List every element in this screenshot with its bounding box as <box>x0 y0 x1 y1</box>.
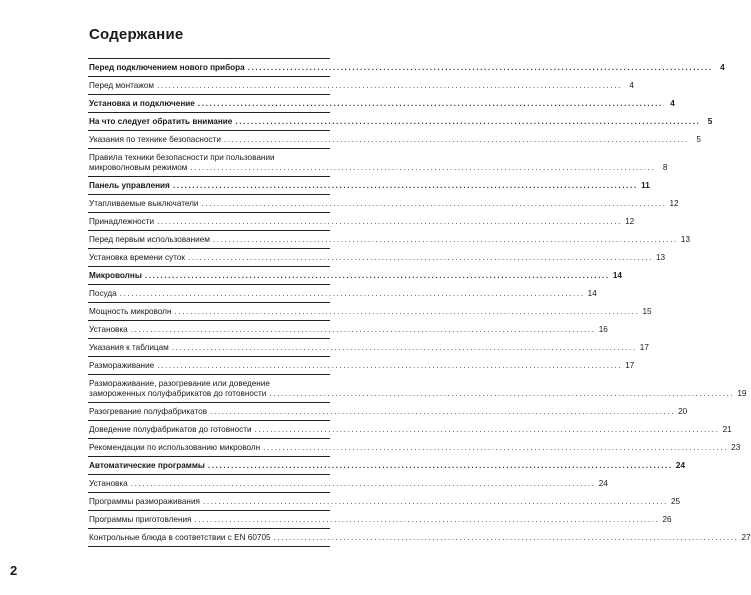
toc-entry-title: Принадлежности <box>89 217 155 226</box>
toc-entry-page: 12 <box>625 217 635 226</box>
toc-leader-dots: ........................................................................................................................ <box>157 81 622 90</box>
toc-entry-page: 24 <box>598 479 608 488</box>
toc-entry[interactable] <box>88 59 725 77</box>
toc-entry-title: замороженных полуфабрикатов до готовности <box>89 389 267 398</box>
toc-leader-dots: ........................................................................................................................ <box>144 271 610 280</box>
toc-entry-title: микроволновым режимом <box>89 163 188 172</box>
toc-leader-dots: ........................................................................................................................ <box>119 289 585 298</box>
toc-entry[interactable] <box>88 113 713 131</box>
toc-entry-page: 20 <box>678 407 688 416</box>
toc-leader-dots: ........................................................................................................................ <box>187 253 653 262</box>
toc-entry-page: 15 <box>642 307 652 316</box>
toc-entry-page: 16 <box>598 325 608 334</box>
toc-entry-page: 5 <box>707 117 713 126</box>
page-title: Содержание <box>89 26 184 43</box>
toc-entry[interactable] <box>88 231 691 249</box>
toc-leader-dots: ........................................................................................................................ <box>235 117 701 126</box>
toc-entry[interactable] <box>88 213 635 231</box>
toc-leader-dots: ........................................................................................................................ <box>172 181 638 190</box>
toc-leader-dots: ........................................................................................................................ <box>201 199 667 208</box>
toc-entry-title: Утапливаемые выключатели <box>89 199 199 208</box>
toc-entry[interactable] <box>88 267 622 285</box>
toc-leader-dots: ........................................................................................................................ <box>197 99 663 108</box>
toc-entry-title: Перед подключением нового прибора <box>89 63 245 72</box>
toc-entry-page: 4 <box>720 63 725 72</box>
toc-leader-dots: ........................................................................................................................ <box>223 135 689 144</box>
toc-entry[interactable] <box>88 375 747 403</box>
toc-leader-dots: ........................................................................................................................ <box>171 343 637 352</box>
toc-leader-dots: ........................................................................................................................ <box>174 307 640 316</box>
toc-entry[interactable] <box>88 303 652 321</box>
toc-entry-page: 26 <box>662 515 672 524</box>
toc-entry[interactable] <box>88 149 668 177</box>
toc-entry[interactable] <box>88 249 666 267</box>
toc-entry[interactable] <box>88 77 634 95</box>
toc-entry-page: 14 <box>587 289 597 298</box>
toc-entry-title: Установка и подключение <box>89 99 195 108</box>
toc-entry-page: 21 <box>722 425 732 434</box>
toc-leader-dots: ........................................................................................................................ <box>157 217 623 226</box>
toc-entry[interactable] <box>88 403 688 421</box>
toc-entry-title: Программы приготовления <box>89 515 192 524</box>
toc-entry-title: Мощность микроволн <box>89 307 172 316</box>
toc-leader-dots: ........................................................................................................................ <box>247 63 713 72</box>
toc-entry-page: 4 <box>670 99 675 108</box>
toc-entry-title: Указания к таблицам <box>89 343 169 352</box>
toc-entry-page: 13 <box>680 235 691 244</box>
toc-entry-title: Размораживание, разогревание или доведение <box>89 379 270 388</box>
toc-leader-dots: ........................................................................................................................ <box>210 407 676 416</box>
toc-leader-dots: ........................................................................................................................ <box>190 163 656 172</box>
toc-entry-title: Панель управления <box>89 181 170 190</box>
toc-entry[interactable] <box>88 421 732 439</box>
toc-entry-title: Рекомендации по использованию микроволн <box>89 443 261 452</box>
toc-entry[interactable] <box>88 285 597 303</box>
toc-leader-dots: ........................................................................................................................ <box>212 235 678 244</box>
toc-entry-title: Доведение полуфабрикатов до готовности <box>89 425 252 434</box>
toc-entry-title: Перед монтажом <box>89 81 154 90</box>
toc-entry-title: Контрольные блюда в соответствии с EN 60705 <box>89 533 271 542</box>
toc-entry-title: На что следует обратить внимание <box>89 117 233 126</box>
toc-entry[interactable] <box>88 457 686 475</box>
toc-entry-title: Правила техники безопасности при пользовании <box>89 153 275 162</box>
toc-entry-page: 11 <box>641 181 650 190</box>
table-of-contents <box>88 58 751 547</box>
toc-entry[interactable] <box>88 131 701 149</box>
toc-entry[interactable] <box>88 321 608 339</box>
toc-entry[interactable] <box>88 195 679 213</box>
toc-entry-page: 14 <box>612 271 622 280</box>
toc-entry[interactable] <box>88 177 650 195</box>
toc-entry-title: Перед первым использованием <box>89 235 210 244</box>
toc-entry-page: 25 <box>670 497 681 506</box>
toc-entry-page: 27 <box>741 533 751 542</box>
toc-entry-title: Установка времени суток <box>89 253 185 262</box>
toc-entry[interactable] <box>88 357 635 375</box>
toc-entry-page: 17 <box>625 361 635 370</box>
toc-entry-title: Размораживание <box>89 361 155 370</box>
toc-entry-page: 23 <box>731 443 741 452</box>
toc-leader-dots: ........................................................................................................................ <box>157 361 623 370</box>
toc-leader-dots: ........................................................................................................................ <box>194 515 660 524</box>
toc-entry-title: Указания по технике безопасности <box>89 135 221 144</box>
toc-entry-title: Микроволны <box>89 271 142 280</box>
toc-entry[interactable] <box>88 529 751 547</box>
toc-entry-title: Разогревание полуфабрикатов <box>89 407 208 416</box>
toc-entry-page: 5 <box>696 135 701 144</box>
toc-entry-page: 17 <box>639 343 649 352</box>
toc-leader-dots: ........................................................................................................................ <box>269 389 735 398</box>
toc-leader-dots: ........................................................................................................................ <box>207 461 673 470</box>
toc-leader-dots: ........................................................................................................................ <box>202 497 668 506</box>
toc-entry-title: Автоматические программы <box>89 461 205 470</box>
toc-entry-page: 13 <box>655 253 666 262</box>
toc-entry[interactable] <box>88 95 675 113</box>
toc-entry-page: 8 <box>662 163 668 172</box>
toc-entry-page: 4 <box>629 81 634 90</box>
toc-leader-dots: ........................................................................................................................ <box>130 325 596 334</box>
page-number: 2 <box>10 563 18 578</box>
toc-leader-dots: ........................................................................................................................ <box>273 533 739 542</box>
toc-leader-dots: ........................................................................................................................ <box>130 479 596 488</box>
toc-entry[interactable] <box>88 439 741 457</box>
toc-entry[interactable] <box>88 493 681 511</box>
toc-entry[interactable] <box>88 339 649 357</box>
toc-entry[interactable] <box>88 475 608 493</box>
toc-entry-page: 24 <box>675 461 686 470</box>
toc-entry-page: 12 <box>669 199 679 208</box>
toc-entry[interactable] <box>88 511 672 529</box>
toc-entry-title: Установка <box>89 325 128 334</box>
toc-entry-page: 19 <box>737 389 747 398</box>
toc-entry-title: Посуда <box>89 289 117 298</box>
toc-leader-dots: ........................................................................................................................ <box>254 425 720 434</box>
toc-entry-title: Программы размораживания <box>89 497 200 506</box>
toc-entry-title: Установка <box>89 479 128 488</box>
toc-leader-dots: ........................................................................................................................ <box>263 443 729 452</box>
